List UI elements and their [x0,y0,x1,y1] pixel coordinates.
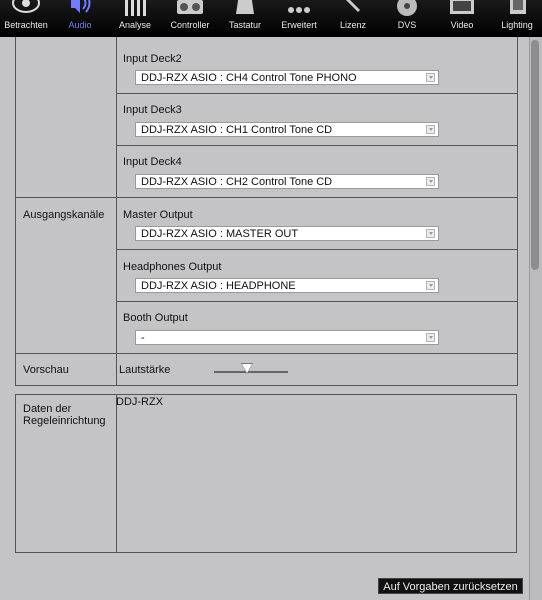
tab-tastatur[interactable] [220,0,270,37]
select-value: DDJ-RZX ASIO : CH4 Control Tone PHONO [141,72,357,84]
tab-video[interactable] [437,0,487,37]
keyboard-icon [230,0,260,16]
volume-slider-thumb[interactable] [242,364,252,373]
select-value: DDJ-RZX ASIO : HEADPHONE [141,280,296,292]
input-deck4-label: Input Deck4 [123,156,182,168]
tab-analyse[interactable] [110,0,160,37]
input-deck2-label: Input Deck2 [123,53,182,65]
section-divider [15,197,518,198]
dropdown-arrow-icon [426,229,435,238]
analyse-icon [120,0,150,16]
key-icon [338,0,368,16]
select-value: DDJ-RZX ASIO : CH1 Control Tone CD [141,124,333,136]
dropdown-arrow-icon [426,177,435,186]
preferences-toolbar [0,0,542,37]
input-deck3-select[interactable] [135,122,439,137]
row-divider [116,145,518,146]
dropdown-arrow-icon [426,333,435,342]
tab-label: Lizenz [339,20,366,30]
device-name: DDJ-RZX [116,396,164,408]
select-value: DDJ-RZX ASIO : CH2 Control Tone CD [141,176,333,188]
headphones-output-label: Headphones Output [123,261,222,273]
audio-icon [65,0,95,16]
video-icon [447,0,477,16]
device-section-label-line2: Regeleinrichtung [23,415,106,427]
dvs-icon [392,0,422,16]
tab-erweitert[interactable] [275,0,323,37]
controller-icon [175,0,205,16]
lighting-icon [502,0,532,16]
tab-label: Audio [68,20,92,30]
advanced-icon [284,0,314,16]
tab-controller[interactable] [165,0,215,37]
booth-output-label: Booth Output [123,312,188,324]
dropdown-arrow-icon [426,73,435,82]
table-column-divider [116,37,117,385]
tab-betrachten[interactable] [0,0,52,37]
tab-label: Betrachten [4,20,48,30]
input-deck3-label: Input Deck3 [123,104,182,116]
tab-audio[interactable] [56,0,104,37]
preview-section-label: Vorschau [23,364,69,376]
tab-label: Tastatur [228,20,261,30]
table-border-right [517,37,518,385]
dropdown-arrow-icon [426,281,435,290]
table-border-bottom [15,385,518,386]
reset-defaults-button[interactable]: Auf Vorgaben zurücksetzen [378,578,523,594]
tab-label: Controller [170,20,210,30]
row-divider [116,249,518,250]
tab-label: Video [450,20,474,30]
tab-dvs[interactable] [383,0,431,37]
tab-label: Lighting [501,20,533,30]
input-deck4-select[interactable] [135,174,439,189]
section-divider [15,353,518,354]
select-value: - [141,332,145,344]
tab-label: Analyse [118,20,152,30]
tab-label: Erweitert [281,20,317,30]
master-output-select[interactable] [135,226,439,241]
device-column-divider [116,394,117,553]
dropdown-arrow-icon [426,125,435,134]
row-divider [116,93,518,94]
tab-label: DVS [397,20,417,30]
output-channels-section-label: Ausgangskanäle [23,209,105,221]
tab-lighting[interactable] [492,0,542,37]
table-border-left [15,37,16,385]
volume-label: Lautstärke [119,364,171,376]
row-divider [116,301,518,302]
master-output-label: Master Output [123,209,193,221]
device-section-label-line1: Daten der [23,403,72,415]
headphones-output-select[interactable] [135,278,439,293]
select-value: DDJ-RZX ASIO : MASTER OUT [141,228,299,240]
booth-output-select[interactable] [135,330,439,345]
eye-icon [11,0,41,16]
scrollbar-thumb[interactable] [531,40,539,270]
input-deck2-select[interactable] [135,70,439,85]
tab-lizenz[interactable] [328,0,378,37]
